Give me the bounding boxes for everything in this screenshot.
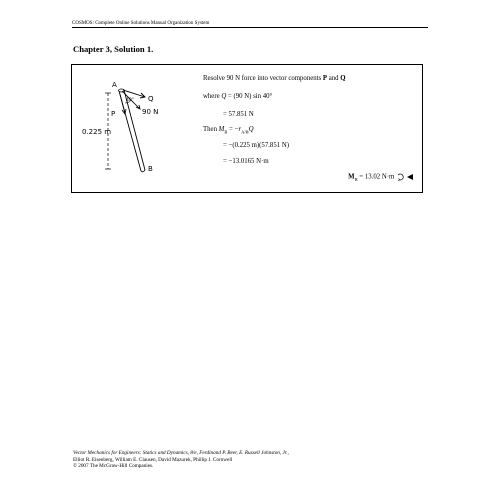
- solution-box: [71, 64, 423, 193]
- page-footer: [73, 450, 289, 470]
- solution-line-6: = −13.0165 N·m: [223, 158, 269, 165]
- footer-copyright: © 2007 The McGraw-Hill Companies.: [73, 463, 154, 470]
- free-body-sketch: [82, 79, 187, 179]
- header-rule: [72, 27, 428, 28]
- page-header: [72, 21, 428, 27]
- solution-line-5: = −(0.225 m)(57.851 N): [223, 142, 289, 149]
- label-force: 90 N: [142, 108, 159, 116]
- chapter-title: Chapter 3, Solution 1.: [73, 44, 154, 54]
- solution-line-4: Then $M_B = -r_{A/B}Q$: [203, 126, 254, 135]
- solution-line-3: = 57.851 N: [223, 111, 254, 118]
- label-q: Q: [148, 95, 154, 103]
- label-a: A: [112, 81, 117, 89]
- rod-bottom-end: [141, 170, 145, 172]
- solution-line-2: where Q = (90 N) sin 40°: [203, 93, 273, 100]
- clockwise-moment-icon: [396, 173, 414, 181]
- label-b: B: [148, 165, 153, 173]
- final-result: $M_B = 13.02$ N·m: [348, 173, 414, 182]
- label-p: P: [111, 110, 116, 118]
- solution-line-1: Resolve 90 N force into vector components P and Q: [203, 75, 346, 82]
- footer-citation-1: Vector Mechanics for Engineers: Statics and Dynamics, 8/e, Ferdinand P. Beer, E. Russell Johnston, Jr.,: [73, 450, 289, 456]
- footer-citation-2: Elliot R. Eisenberg, William E. Clausen, David Mazurek, Phillip J. Cornwell: [73, 456, 233, 463]
- label-angle: 40°: [126, 98, 134, 103]
- label-length: 0.225 m: [82, 128, 112, 136]
- header-text: COSMOS: Complete Online Solutions Manual Organization System: [72, 21, 210, 26]
